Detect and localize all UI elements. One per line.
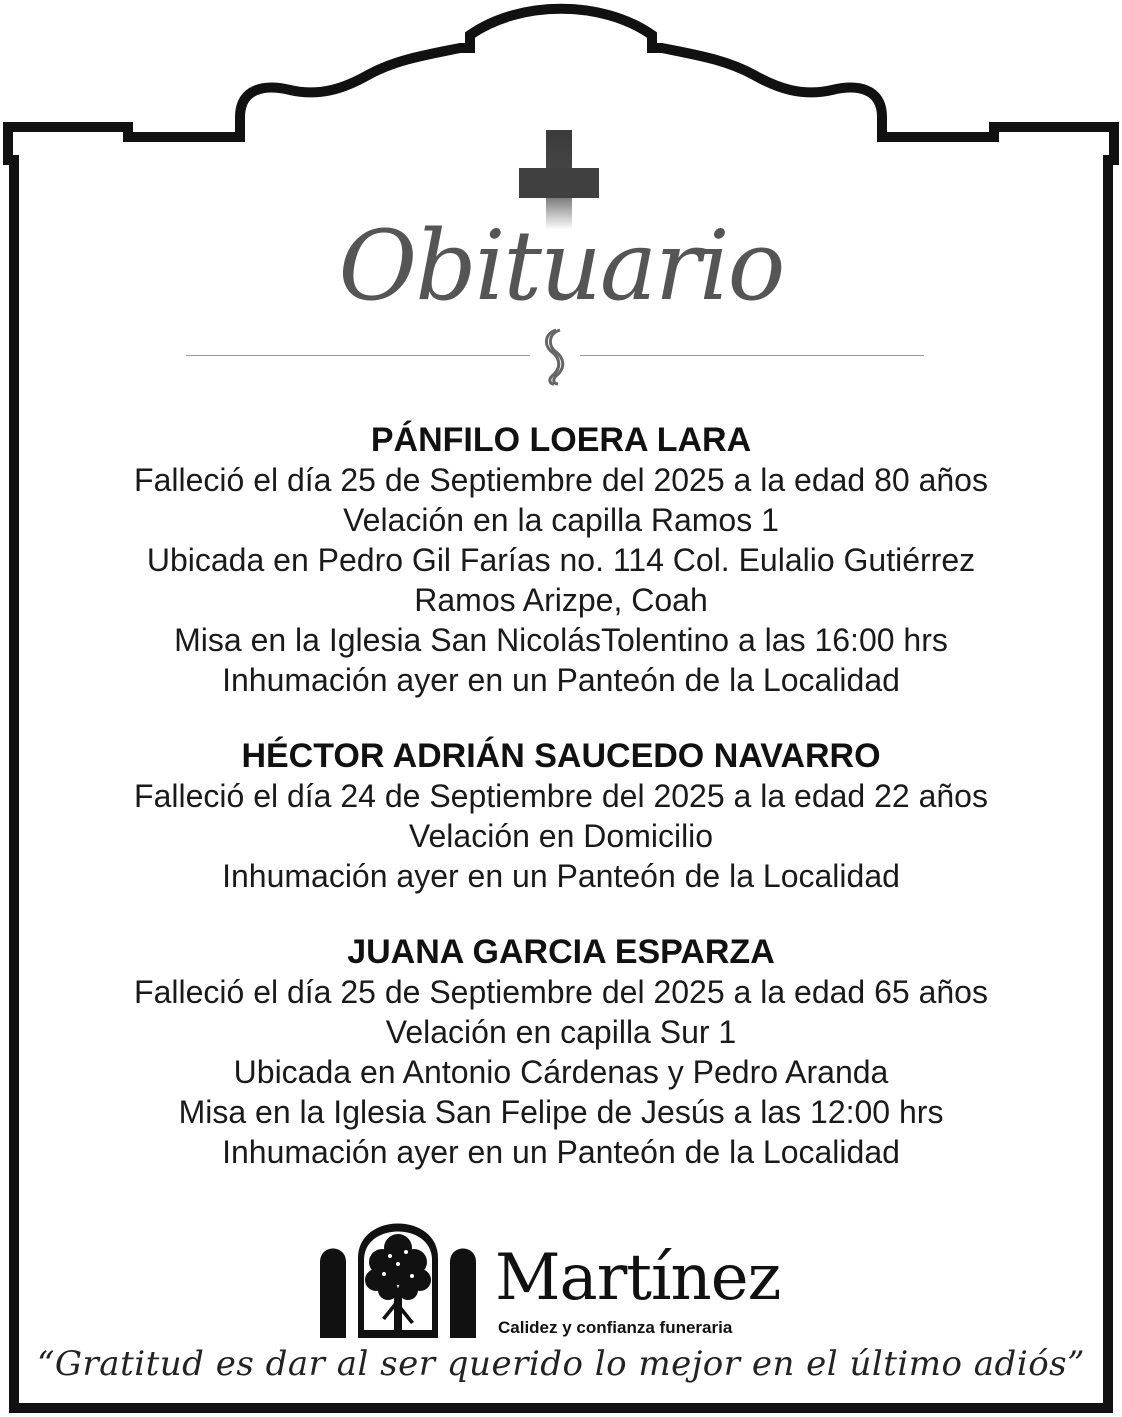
deceased-name: PÁNFILO LOERA LARA (370, 421, 752, 459)
footer-quote: “Gratitud es dar al ser querido lo mejor en el último adiós” (37, 1344, 1085, 1384)
obituary-entry (0, 420, 1122, 700)
brand-name: Martínez (495, 1241, 781, 1315)
funeral-home-logo (318, 1218, 798, 1343)
obituary-line: Ubicada en Antonio Cárdenas y Pedro Aranda (233, 1054, 889, 1090)
obituary-entry (0, 932, 1122, 1172)
obituary-line: Falleció el día 25 de Septiembre del 2025 a la edad 80 años (134, 462, 988, 498)
obituary-list (0, 420, 1122, 1208)
obituary-line: Velación en capilla Sur 1 (385, 1014, 737, 1050)
deceased-name: JUANA GARCIA ESPARZA (347, 933, 775, 971)
divider-left (186, 355, 530, 356)
obituary-line: Ramos Arizpe, Coah (414, 582, 708, 618)
divider-right (580, 355, 924, 356)
obituary-line: Falleció el día 25 de Septiembre del 2025 a la edad 65 años (134, 974, 988, 1010)
obituary-entry (0, 736, 1122, 896)
obituary-line: Misa en la Iglesia San NicolásTolentino a las 16:00 hrs (174, 622, 948, 658)
brand-tagline: Calidez y confianza funeraria (498, 1318, 733, 1337)
obituary-line: Misa en la Iglesia San Felipe de Jesús a las 12:00 hrs (178, 1094, 944, 1130)
obituary-line: Ubicada en Pedro Gil Farías no. 114 Col. Eulalio Gutiérrez (146, 542, 976, 578)
funeral-home-logo-icon (318, 1218, 488, 1340)
deceased-name: HÉCTOR ADRIÁN SAUCEDO NAVARRO (241, 737, 881, 775)
obituary-line: Inhumación ayer en un Panteón de la Localidad (222, 662, 900, 698)
obituary-line: Velación en la capilla Ramos 1 (343, 502, 779, 538)
obituary-line: Falleció el día 24 de Septiembre del 2025 a la edad 22 años (134, 778, 988, 814)
obituary-line: Velación en Domicilio (408, 818, 714, 854)
page-title: Obituario (338, 210, 784, 322)
section-ornament-icon (538, 326, 570, 388)
obituary-line: Inhumación ayer en un Panteón de la Localidad (222, 858, 900, 894)
obituary-line: Inhumación ayer en un Panteón de la Localidad (222, 1134, 900, 1170)
